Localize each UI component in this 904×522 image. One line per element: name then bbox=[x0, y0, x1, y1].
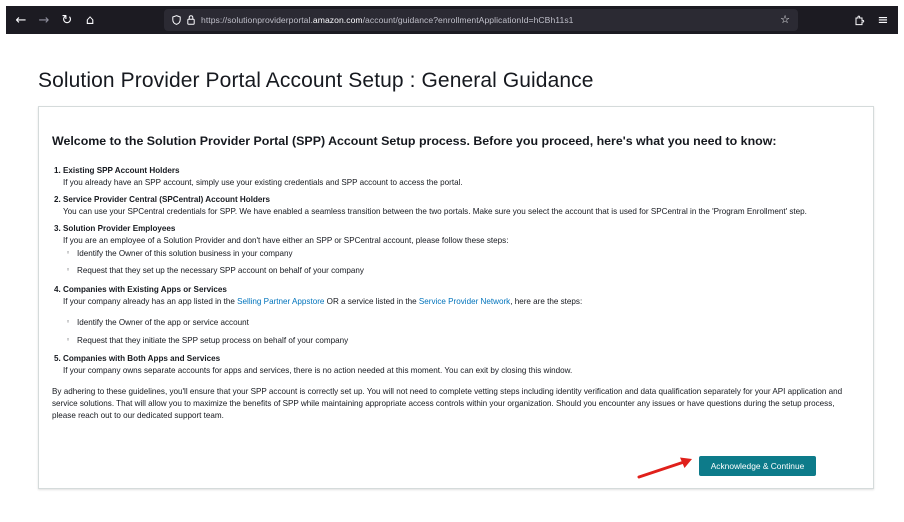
step-title: 1. Existing SPP Account Holders bbox=[54, 166, 180, 175]
back-icon[interactable]: ← bbox=[15, 12, 27, 28]
welcome-heading: Welcome to the Solution Provider Portal (SPP) Account Setup process. Before you proceed, here's what you need to know: bbox=[52, 134, 777, 148]
list-item: ◦ Identify the Owner of this solution business in your company bbox=[63, 248, 293, 260]
selling-partner-appstore-link[interactable]: Selling Partner Appstore bbox=[237, 296, 325, 306]
step-item bbox=[54, 284, 582, 307]
list-item: ◦ Identify the Owner of the app or service account bbox=[63, 317, 249, 329]
home-icon[interactable]: ⌂ bbox=[85, 12, 95, 28]
url-text[interactable]: https://solutionproviderportal.amazon.com/account/guidance?enrollmentApplicationId=hCBh11s1 bbox=[201, 15, 574, 25]
step-item bbox=[54, 223, 508, 246]
page-title: Solution Provider Portal Account Setup : General Guidance bbox=[38, 69, 594, 92]
address-bar[interactable] bbox=[164, 9, 798, 31]
step-title: 5. Companies with Both Apps and Services bbox=[54, 354, 221, 363]
step-body: If you are an employee of a Solution Provider and don't have either an SPP or SPCentral account, please follow these steps: bbox=[63, 235, 509, 245]
annotation-arrow-icon bbox=[636, 455, 696, 481]
browser-toolbar bbox=[6, 6, 898, 34]
service-provider-network-link[interactable]: Service Provider Network bbox=[418, 296, 511, 306]
step-body: You can use your SPCentral credentials for SPP. We have enabled a seamless transition between the two portals. Make sure you select the account that is used for SPCentral in the 'Program Enrollment' step. bbox=[63, 206, 807, 216]
step-title: 2. Service Provider Central (SPCentral) Account Holders bbox=[54, 195, 271, 204]
lock-icon[interactable] bbox=[187, 15, 195, 25]
menu-icon[interactable]: ≡ bbox=[877, 12, 889, 28]
step-item bbox=[54, 194, 807, 217]
step-body: If you already have an SPP account, simply use your existing credentials and SPP account to access the portal. bbox=[63, 177, 463, 187]
list-item: ◦ Request that they initiate the SPP setup process on behalf of your company bbox=[63, 335, 348, 347]
step-body: If your company already has an app listed in the Selling Partner Appstore OR a service listed in the Service Provider Network, here are the steps: bbox=[63, 296, 583, 306]
step-item bbox=[54, 165, 463, 188]
list-item: ◦ Request that they set up the necessary SPP account on behalf of your company bbox=[63, 265, 364, 277]
step-title: 3. Solution Provider Employees bbox=[54, 224, 176, 233]
closing-paragraph: By adhering to these guidelines, you'll ensure that your SPP account is correctly set up. You will not need to complete vetting steps including identity verification and data qualification separately for your API application and service solutions. That will allow you to maximize the benefits of SPP while maintaining appropriate access controls within your organization. Should you encounter any issues or have questions during the setup process, please reach out to our dedicated support team. bbox=[52, 387, 843, 420]
forward-icon[interactable]: → bbox=[38, 12, 50, 28]
acknowledge-continue-button[interactable]: Acknowledge & Continue bbox=[699, 456, 816, 476]
step-item bbox=[54, 353, 572, 376]
bookmark-star-icon[interactable]: ☆ bbox=[780, 13, 790, 26]
step-body: If your company owns separate accounts for apps and services, there is no action needed at this moment. You can exit by closing this window. bbox=[63, 365, 573, 375]
shield-icon[interactable] bbox=[172, 15, 181, 25]
guidance-panel bbox=[38, 106, 874, 489]
step-title: 4. Companies with Existing Apps or Services bbox=[54, 285, 227, 294]
reload-icon[interactable]: ↻ bbox=[61, 12, 73, 28]
extensions-icon[interactable] bbox=[848, 9, 870, 31]
